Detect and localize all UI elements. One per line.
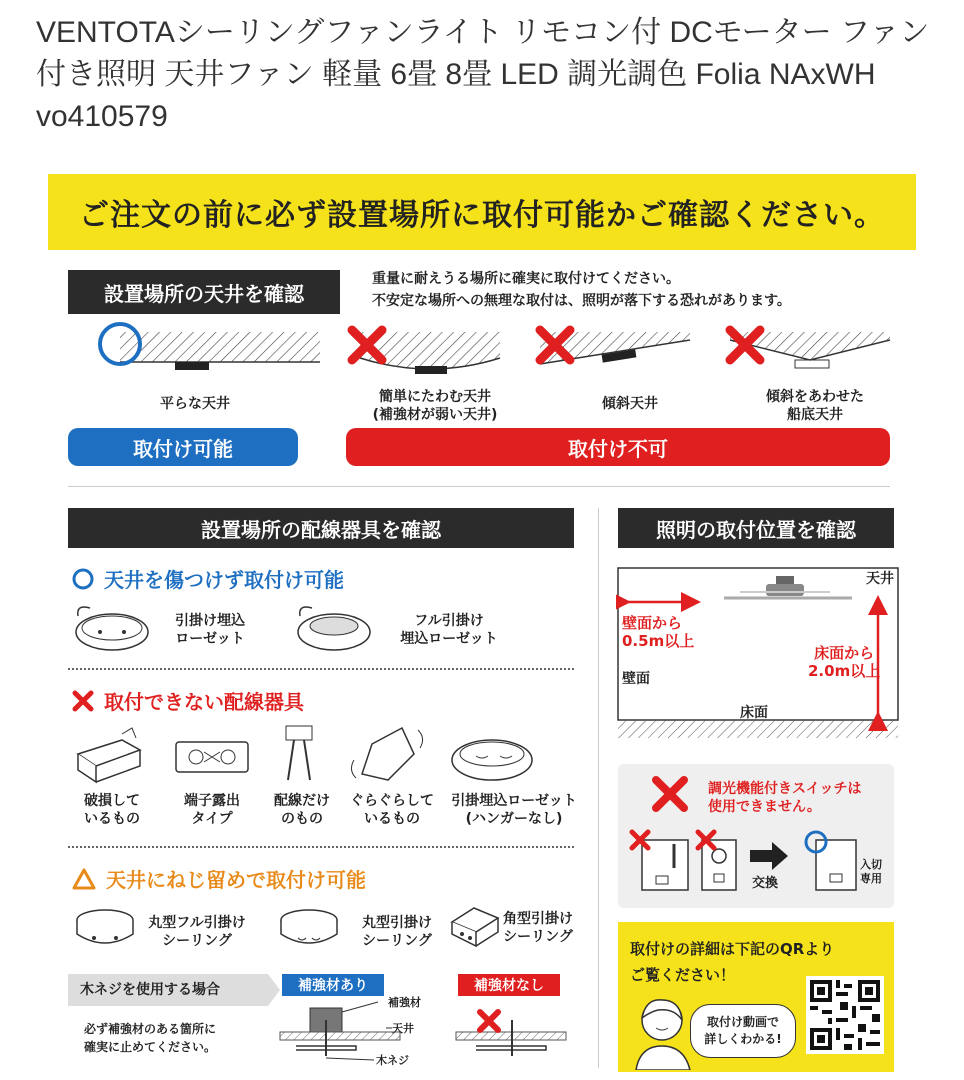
part-ceiling-label: 天井: [392, 1022, 414, 1035]
mountable-badge: 取付け可能: [68, 428, 298, 466]
wood-screw-diagram: [276, 998, 576, 1068]
round-full-ceiling-icon: [72, 904, 138, 954]
wiring-header: 設置場所の配線器具を確認: [68, 508, 574, 548]
floor-distance-label: 床面から 2.0m以上: [808, 644, 881, 680]
ng-wiring-heading: 取付できない配線器具: [72, 686, 304, 715]
with-reinforcement-badge: 補強材あり: [282, 974, 384, 996]
without-reinforcement-badge: 補強材なし: [458, 974, 560, 996]
ng-wiring-item: 破損して いるもの: [84, 793, 140, 827]
part-reinforcement-label: 補強材: [388, 996, 421, 1009]
ok-circle-icon: [72, 568, 94, 590]
triangle-icon: [72, 868, 96, 890]
ok-wiring-item: フル引掛け 埋込ローゼット: [400, 613, 498, 647]
ng-cross-icon: [480, 1012, 498, 1030]
wood-screw-label: 木ネジを使用する場合: [68, 974, 268, 1006]
square-ceiling-icon: [448, 898, 502, 950]
wall-label: 壁面: [622, 671, 650, 687]
confirm-banner: [48, 174, 916, 250]
flat-ceiling: [120, 332, 320, 362]
divider: [68, 668, 574, 670]
ng-wiring-item: 端子露出 タイプ: [184, 793, 240, 827]
bare-wire-icon: [286, 726, 312, 780]
round-ceiling-icon: [276, 904, 342, 954]
ceiling-type-flat: 平らな天井: [160, 396, 230, 412]
screw-wiring-item: 丸型引掛け シーリング: [362, 915, 432, 949]
full-rosette-icon: [294, 602, 374, 654]
ceiling-header: 設置場所の天井を確認: [68, 270, 340, 314]
screw-wiring-item: 角型引掛け シーリング: [503, 911, 573, 945]
ceiling-type-sagging: 簡単にたわむ天井 (補強材が弱い天井): [372, 389, 498, 423]
ceiling-type-boat: 傾斜をあわせた 船底天井: [766, 389, 864, 423]
loose-fixture-icon: [351, 728, 422, 780]
ceiling-note: 重量に耐えうる場所に確実に取付けてください。 不安定な場所への無理な取付は、照明が落下する恐れがあります。: [372, 271, 791, 309]
part-screw-label: 木ネジ: [376, 1054, 409, 1067]
fan-icon: [776, 576, 794, 584]
exposed-terminal-icon: [176, 742, 248, 772]
banner-text: ご注文の前に必ず設置場所に取付可能かご確認ください。: [79, 198, 885, 233]
floor-label: 床面: [740, 705, 768, 721]
exchange-label: 交換: [752, 876, 779, 891]
ng-cross-icon: [650, 774, 690, 814]
ok-wiring-heading: 天井を傷つけず取付け可能: [72, 564, 344, 593]
ceiling-type-slanted: 傾斜天井: [602, 396, 658, 412]
ng-wiring-item: 引掛埋込ローゼット (ハンガーなし): [451, 793, 577, 827]
divider: [598, 508, 599, 1068]
onoff-label: 入切 専用: [860, 858, 882, 885]
wall-distance-label: 壁面から 0.5m以上: [622, 614, 695, 650]
ceiling-label: 天井: [866, 571, 894, 587]
product-title: VENTOTAシーリングファンライト リモコン付 DCモーター ファン付き照明 天井ファン 軽量 6畳 8畳 LED 調光調色 Folia NAxWH vo410579: [36, 16, 930, 133]
not-mountable-badge: 取付け不可: [346, 428, 890, 466]
fixture: [175, 362, 209, 370]
qr-code[interactable]: [806, 976, 884, 1054]
ok-wiring-item: 引掛け埋込 ローゼット: [175, 613, 245, 647]
ng-cross-icon: [72, 690, 94, 712]
ng-wiring-icons: [72, 724, 552, 786]
arrow-right-icon: [750, 842, 788, 870]
screw-wiring-heading: 天井にねじ留めで取付け可能: [72, 864, 366, 893]
dimmer-warning: 調光機能付きスイッチは 使用できません。: [708, 781, 862, 815]
rosette-icon: [72, 602, 152, 654]
speech-bubble: 取付け動画で 詳しくわかる!: [690, 1004, 796, 1058]
screw-wiring-item: 丸型フル引掛け シーリング: [148, 915, 246, 949]
ceiling-diagrams: [60, 318, 900, 398]
wood-screw-note: 必ず補強材のある箇所に 確実に止めてください。: [84, 1022, 217, 1054]
divider: [68, 846, 574, 848]
ng-wiring-item: ぐらぐらして いるもの: [350, 793, 434, 827]
divider: [68, 486, 890, 487]
ng-wiring-item: 配線だけ のもの: [274, 793, 330, 827]
position-header: 照明の取付位置を確認: [618, 508, 894, 548]
rosette-no-hanger-icon: [452, 740, 532, 780]
qr-instruction: 取付けの詳細は下記のQRより ご覧ください！: [630, 940, 835, 984]
broken-box-icon: [78, 728, 140, 782]
